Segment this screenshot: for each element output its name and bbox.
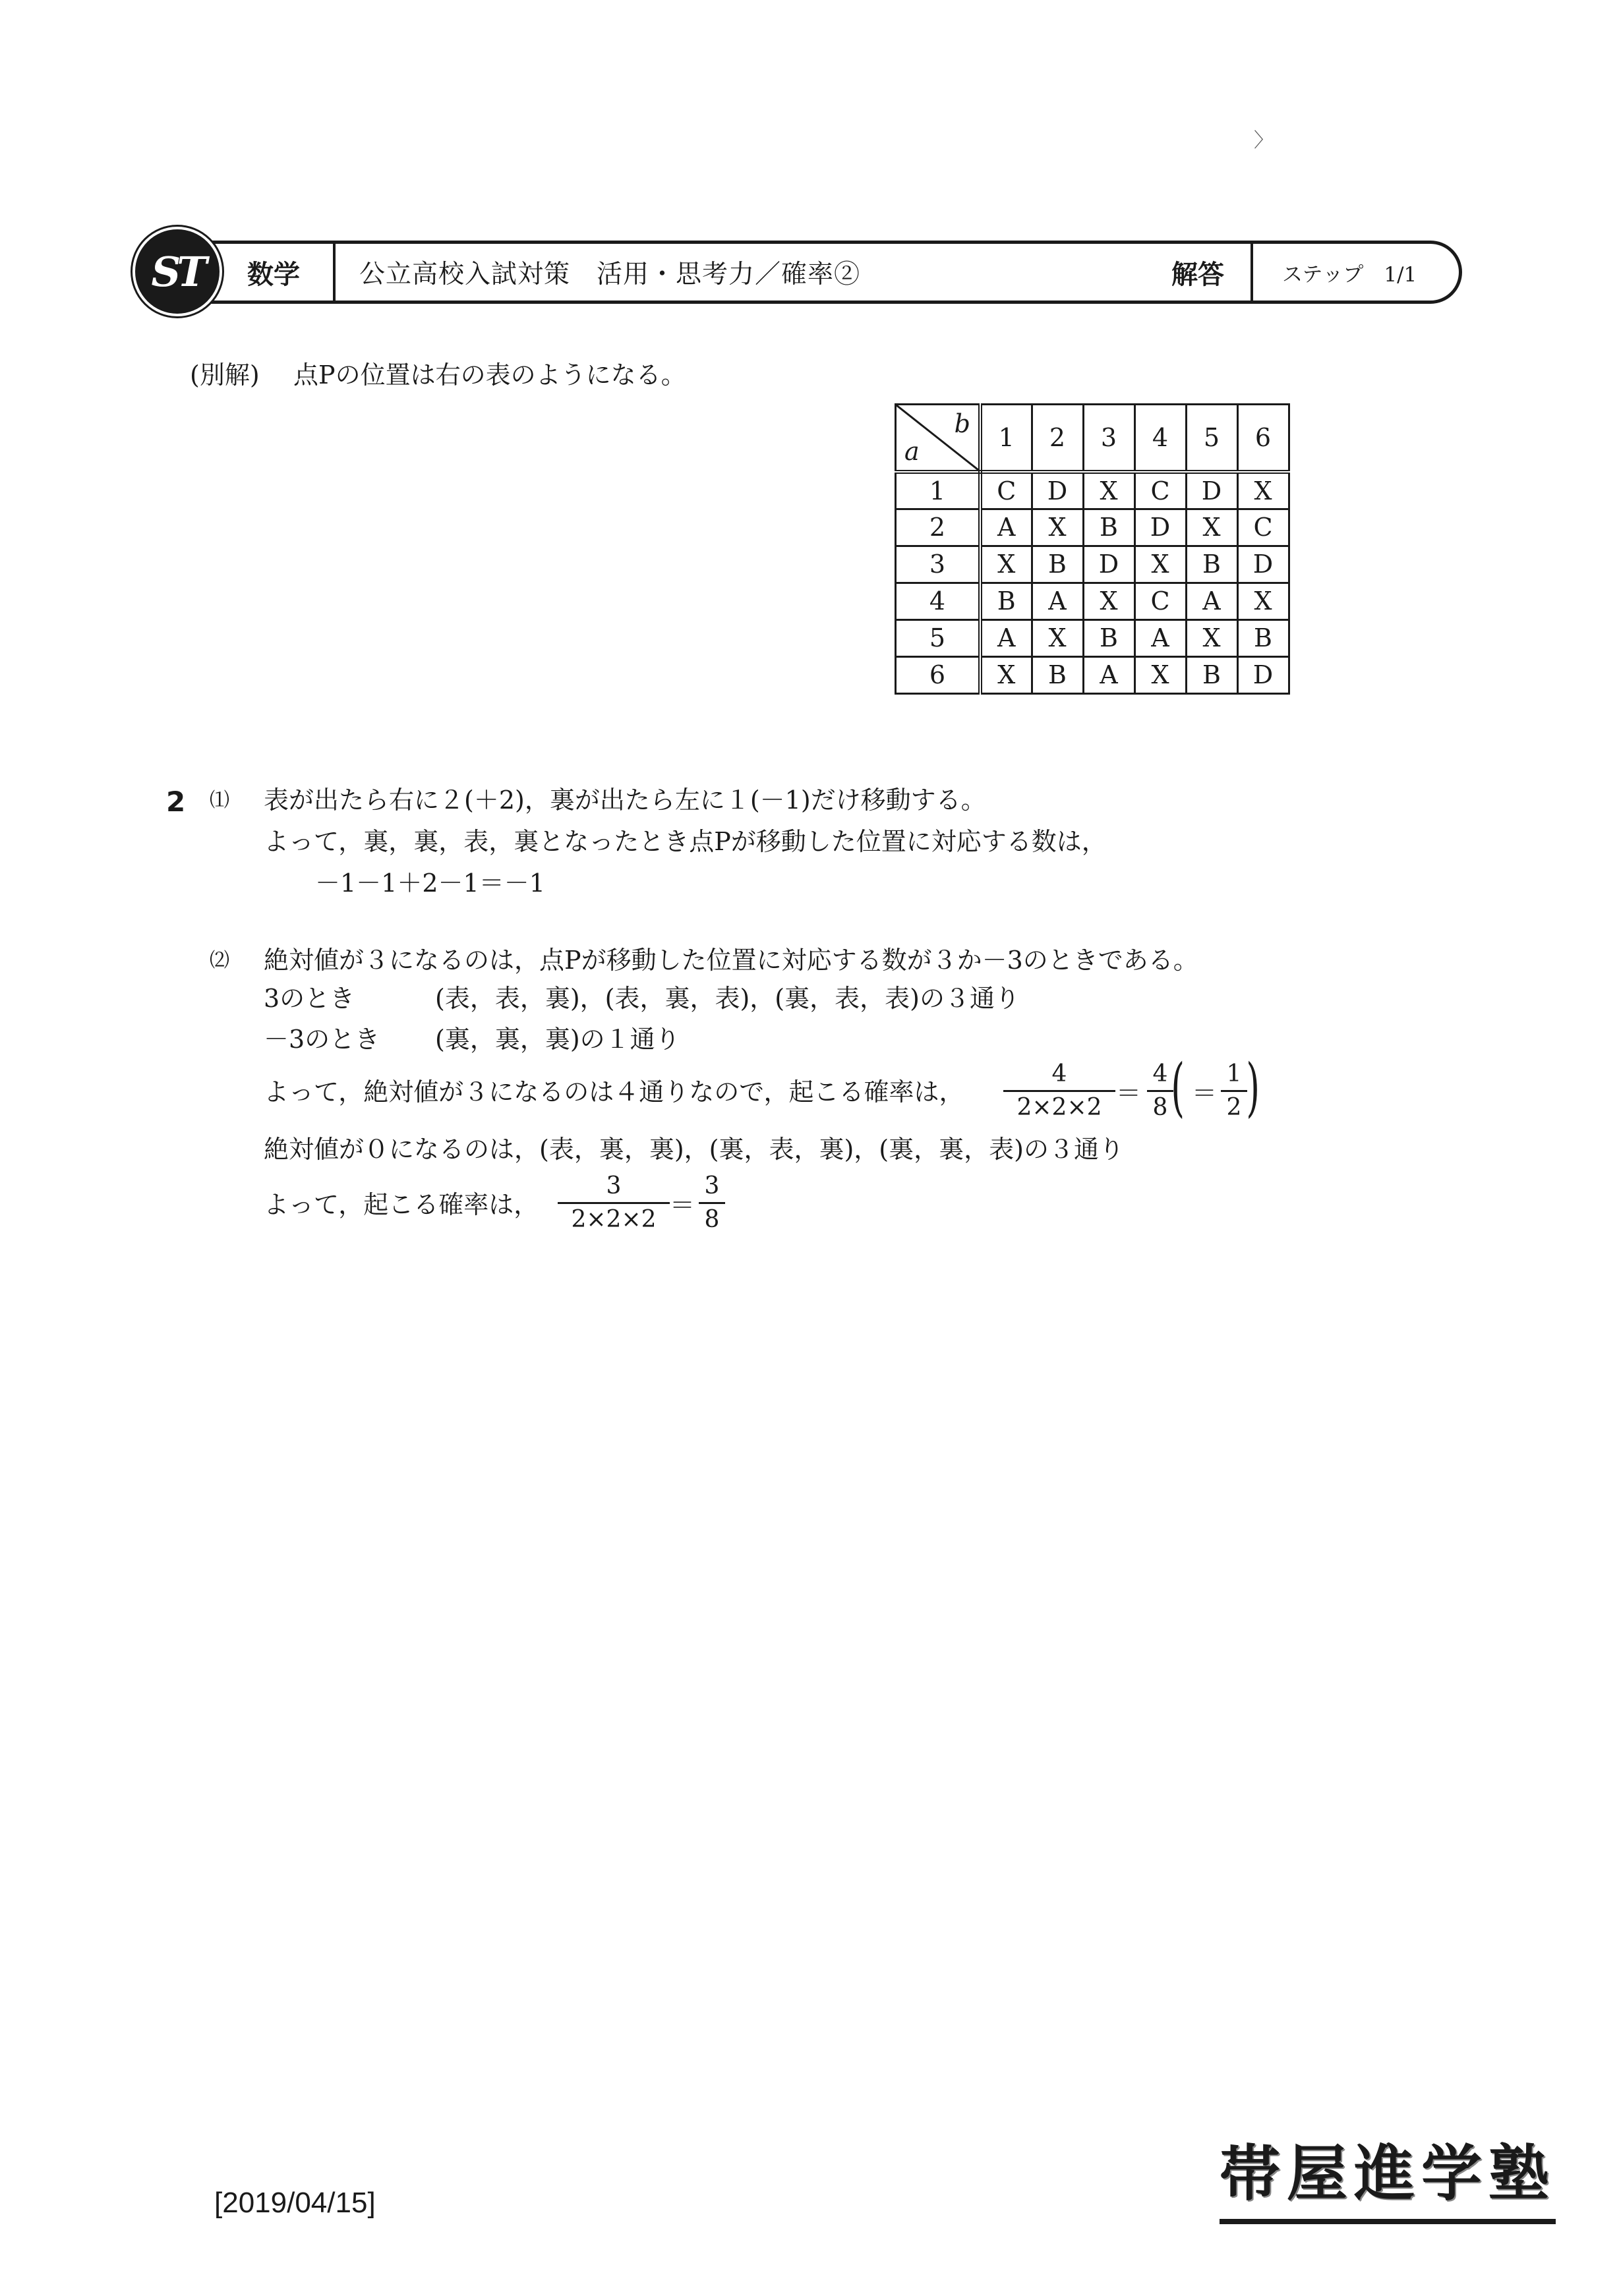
header-bar — [198, 241, 1462, 304]
column-header: 2 — [1032, 405, 1083, 473]
fraction-bar — [1221, 1090, 1247, 1092]
table-corner-cell — [896, 405, 981, 473]
fraction-numerator: 4 — [1152, 1060, 1168, 1087]
case1-label: 3のとき — [264, 984, 355, 1013]
part1-line2: よって，裏，裏，表，裏となったとき点Pが移動した位置に対応する数は， — [264, 827, 1107, 856]
part-label: ⑵ — [210, 949, 229, 972]
question-number: 2 — [166, 786, 186, 818]
row-header: 1 — [896, 472, 981, 509]
page-title: 公立高校入試対策 活用・思考力／確率② — [359, 260, 861, 289]
row-header: 5 — [896, 619, 981, 656]
part2-line6: よって，起こる確率は， — [264, 1190, 539, 1219]
case1-text: (表，表，裏)，(表，裏，表)，(裏，表，表)の３通り — [435, 984, 1020, 1013]
table-cell: B — [1237, 619, 1289, 656]
fraction — [1003, 1062, 1115, 1120]
column-header: 3 — [1083, 405, 1134, 473]
table-cell: B — [980, 583, 1032, 619]
table-cell: D — [1134, 509, 1186, 546]
part2-line1: 絶対値が３になるのは，点Pが移動した位置に対応する数が３か－3のときである。 — [264, 946, 1198, 975]
table-cell: X — [1134, 656, 1186, 693]
table-cell: A — [1032, 583, 1083, 619]
table-cell: C — [980, 472, 1032, 509]
table-cell: X — [1134, 546, 1186, 583]
table-cell: B — [1032, 656, 1083, 693]
part-label: ⑴ — [210, 789, 229, 812]
fraction-denominator: 8 — [704, 1206, 720, 1233]
table-cell: X — [1032, 509, 1083, 546]
row-header: 3 — [896, 546, 981, 583]
fraction-denominator: 2×2×2 — [571, 1206, 657, 1233]
fraction-bar — [699, 1202, 725, 1204]
column-header: 4 — [1134, 405, 1186, 473]
table-cell: D — [1186, 472, 1237, 509]
table-cell: D — [1083, 546, 1134, 583]
part1-line1: 表が出たら右に２(＋2)，裏が出たら左に１(－1)だけ移動する。 — [264, 786, 986, 815]
table-header-row — [896, 405, 1289, 473]
row-header: 4 — [896, 583, 981, 619]
table-cell: A — [1134, 619, 1186, 656]
fraction-bar — [1147, 1090, 1173, 1092]
table-row — [896, 583, 1289, 619]
table-cell: B — [1186, 546, 1237, 583]
row-header: 6 — [896, 656, 981, 693]
case2-label: －3のとき — [264, 1025, 380, 1054]
fraction — [1147, 1062, 1173, 1120]
table-cell: C — [1134, 472, 1186, 509]
table-row — [896, 546, 1289, 583]
table-cell: A — [980, 509, 1032, 546]
step-label: ステップ 1/1 — [1282, 262, 1417, 287]
column-header: 1 — [980, 405, 1032, 473]
table-cell: A — [980, 619, 1032, 656]
table-row — [896, 619, 1289, 656]
table-row — [896, 656, 1289, 693]
equals-sign: ＝ — [1192, 1079, 1218, 1108]
fraction-denominator: 2 — [1226, 1094, 1242, 1121]
table-cell: X — [980, 656, 1032, 693]
date-stamp: [2019/04/15] — [214, 2187, 376, 2219]
table-cell: C — [1237, 509, 1289, 546]
fraction-numerator: 4 — [1051, 1060, 1067, 1087]
table-cell: D — [1237, 656, 1289, 693]
table-cell: A — [1186, 583, 1237, 619]
table-cell: X — [1083, 472, 1134, 509]
header-divider — [333, 244, 336, 301]
case2-text: (裏，裏，裏)の１通り — [435, 1025, 680, 1054]
paren-close: ) — [1246, 1050, 1260, 1124]
paren-open: ( — [1171, 1050, 1185, 1124]
fraction-numerator: 3 — [606, 1172, 622, 1199]
equals-sign: ＝ — [1116, 1079, 1142, 1108]
logo-icon: ST — [135, 229, 220, 314]
fraction-bar — [1003, 1090, 1115, 1092]
table-cell: B — [1083, 619, 1134, 656]
table-cell: D — [1032, 472, 1083, 509]
fraction-denominator: 8 — [1152, 1094, 1168, 1121]
table-row — [896, 472, 1289, 509]
table-cell: X — [1186, 619, 1237, 656]
corner-mark: 〉 — [1254, 129, 1274, 152]
table-cell: X — [1186, 509, 1237, 546]
row-header: 2 — [896, 509, 981, 546]
table-cell: A — [1083, 656, 1134, 693]
fraction — [558, 1174, 670, 1232]
table-cell: X — [1083, 583, 1134, 619]
table-cell: X — [1237, 583, 1289, 619]
column-header: 6 — [1237, 405, 1289, 473]
answer-label: 解答 — [1171, 259, 1224, 290]
subject-label: 数学 — [247, 259, 300, 290]
alt-solution-text: 点Pの位置は右の表のようになる。 — [293, 360, 686, 389]
part2-line4: よって，絶対値が３になるのは４通りなので，起こる確率は， — [264, 1077, 964, 1106]
part2-line5: 絶対値が０になるのは，(表，裏，裏)，(裏，表，裏)，(裏，裏，表)の３通り — [264, 1135, 1124, 1164]
school-logo: 帯屋進学塾 — [1220, 2125, 1556, 2224]
fraction — [1221, 1062, 1247, 1120]
table-cell: X — [1032, 619, 1083, 656]
column-header: 5 — [1186, 405, 1237, 473]
table-cell: X — [1237, 472, 1289, 509]
table-cell: C — [1134, 583, 1186, 619]
part1-equation: －1－1＋2－1＝－1 — [315, 869, 545, 898]
corner-row-label: a — [904, 437, 920, 466]
table-cell: B — [1032, 546, 1083, 583]
table-row — [896, 509, 1289, 546]
fraction-bar — [558, 1202, 670, 1204]
fraction-denominator: 2×2×2 — [1016, 1094, 1102, 1121]
alt-solution-label: (別解) — [190, 360, 260, 389]
table-cell: X — [980, 546, 1032, 583]
table-cell: B — [1083, 509, 1134, 546]
fraction — [699, 1174, 725, 1232]
table-cell: B — [1186, 656, 1237, 693]
equals-sign: ＝ — [670, 1191, 695, 1220]
header-divider — [1251, 244, 1253, 301]
fraction-numerator: 1 — [1226, 1060, 1242, 1087]
fraction-numerator: 3 — [704, 1172, 720, 1199]
position-table — [895, 403, 1290, 695]
table-cell: D — [1237, 546, 1289, 583]
corner-col-label: b — [954, 409, 970, 438]
